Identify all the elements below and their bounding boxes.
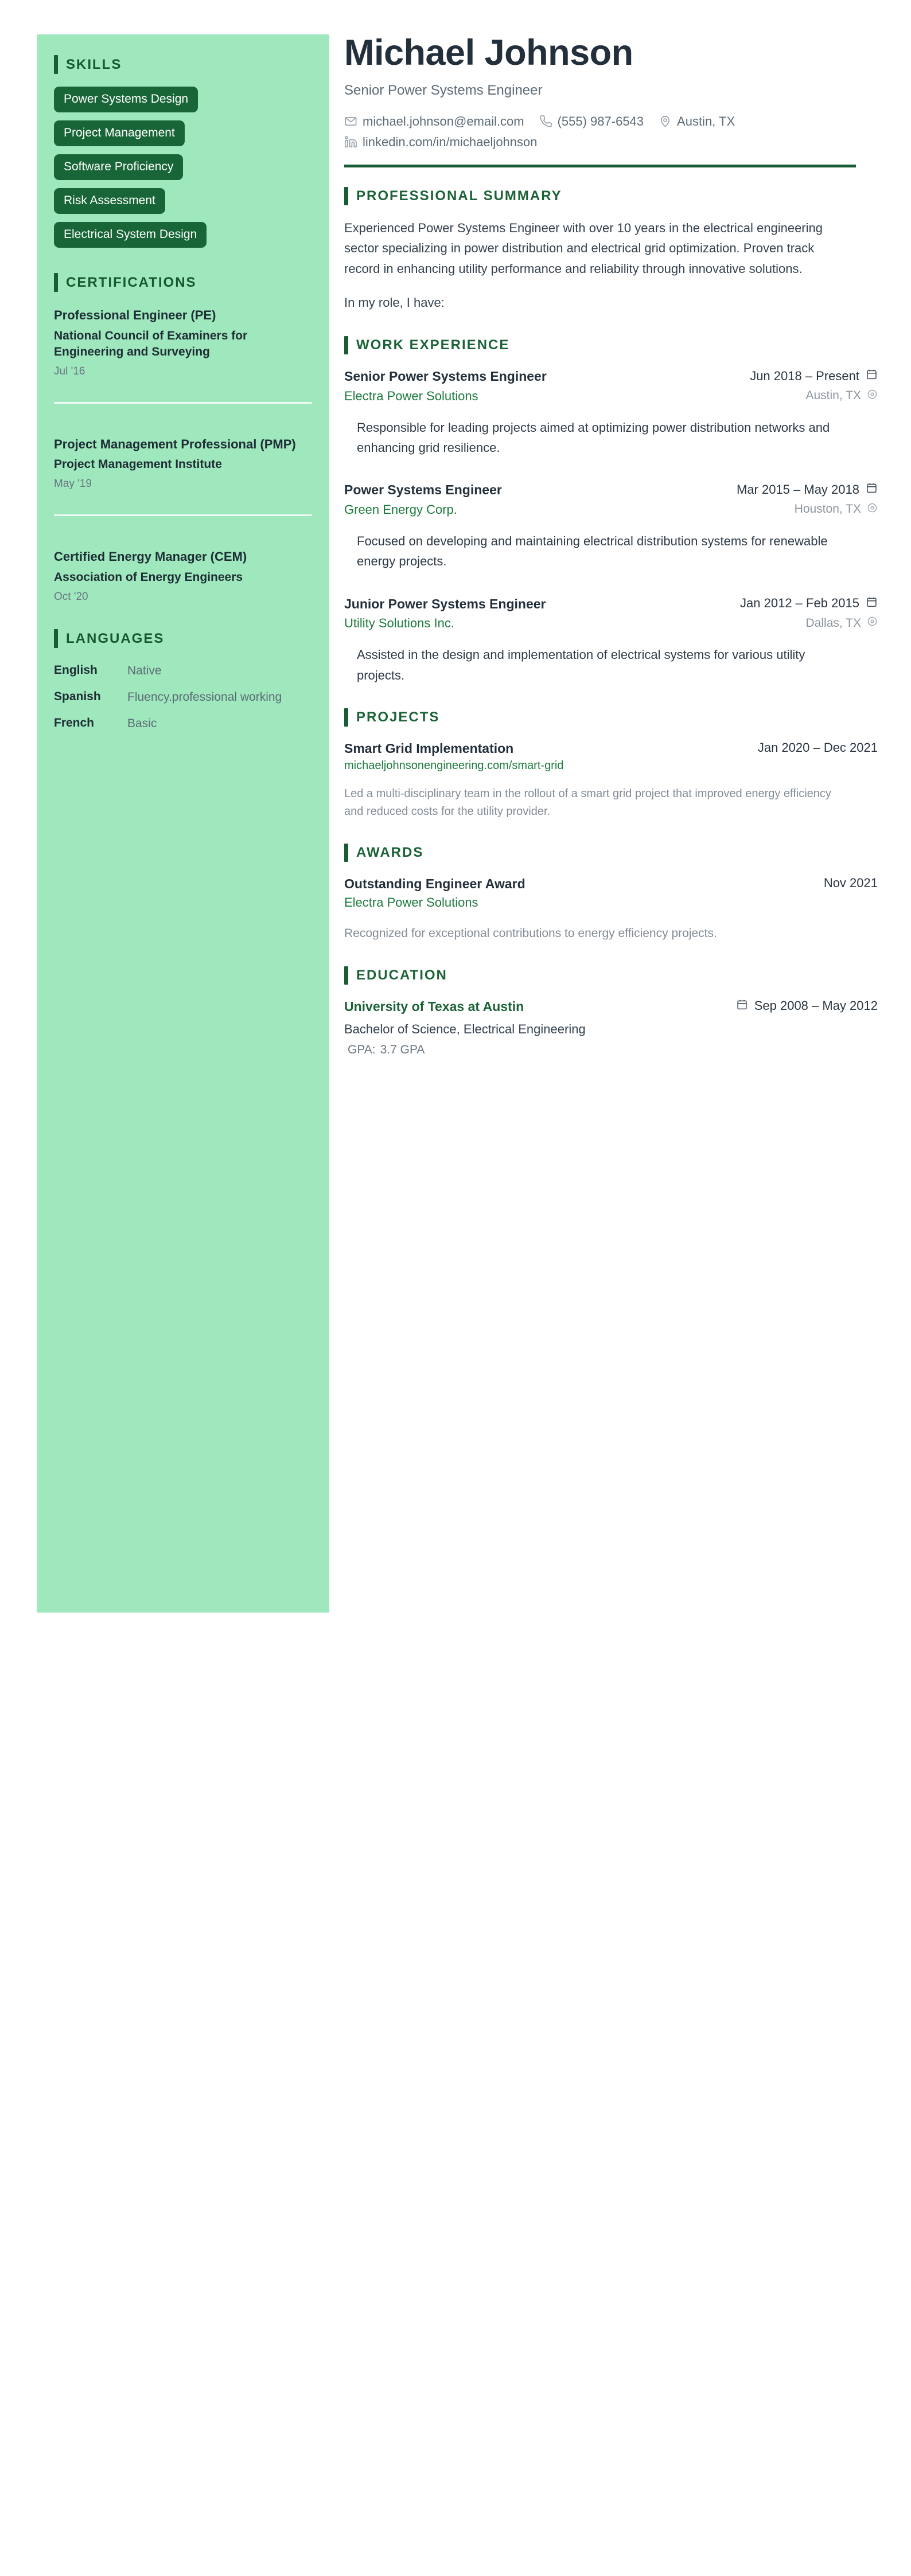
section-heading-education	[344, 966, 878, 985]
project-date-range	[758, 739, 878, 755]
contact-row-primary	[344, 114, 878, 129]
certification-item	[54, 307, 312, 382]
work-entry-sub	[344, 501, 878, 518]
work-job-title: Junior Power Systems Engineer	[344, 596, 546, 611]
section-heading-projects	[344, 708, 878, 727]
skill-tag[interactable]: Risk Assessment	[54, 188, 165, 214]
work-location	[806, 387, 878, 403]
education-gpa-label: GPA:	[348, 1043, 376, 1057]
project-entry	[344, 739, 878, 821]
certifications-heading-label: CERTIFICATIONS	[66, 274, 197, 290]
work-entry-top	[344, 367, 878, 386]
main-content	[344, 34, 878, 1080]
work-company: Electra Power Solutions	[344, 388, 478, 403]
skill-tag[interactable]: Project Management	[54, 120, 185, 146]
language-name: English	[54, 663, 98, 677]
project-entry-top	[344, 739, 878, 758]
section-heading-summary	[344, 187, 878, 205]
sidebar-section-heading-certifications	[54, 273, 312, 292]
heading-accent-bar	[344, 336, 348, 354]
header-divider	[344, 165, 856, 167]
skills-heading-label: SKILLS	[66, 56, 122, 72]
summary-paragraph: Experienced Power Systems Engineer with over 10 years in the electrical engineering sector specializing in power distribution and electrical grid optimization. Proven track record in enhancing utility performance and reliability through innovative solutions.	[344, 220, 823, 276]
language-level: Basic	[127, 716, 157, 730]
skills-list	[54, 87, 312, 248]
education-school: University of Texas at Austin	[344, 998, 524, 1014]
education-degree: Bachelor of Science, Electrical Engineering	[344, 1022, 586, 1037]
work-description: Focused on developing and maintaining electrical distribution systems for renewable energy projects.	[357, 534, 828, 569]
work-date-text: Mar 2015 – May 2018	[736, 482, 859, 497]
certification-issuer: National Council of Examiners for Engineering and Surveying	[54, 329, 248, 359]
work-company: Utility Solutions Inc.	[344, 616, 454, 631]
heading-accent-bar	[344, 966, 348, 985]
projects-heading-label: PROJECTS	[356, 709, 440, 725]
divider	[54, 514, 312, 516]
calendar-icon	[736, 998, 748, 1014]
project-title: Smart Grid Implementation	[344, 740, 514, 756]
section-heading-work	[344, 336, 878, 354]
divider	[54, 402, 312, 404]
summary-paragraph-intro: In my role, I have:	[344, 295, 445, 310]
certification-issuer: Project Management Institute	[54, 458, 222, 471]
certification-item	[54, 548, 312, 607]
work-location-text: Houston, TX	[794, 502, 861, 516]
work-job-title: Power Systems Engineer	[344, 482, 502, 498]
work-date-range	[737, 481, 878, 497]
work-entry-top	[344, 481, 878, 499]
heading-accent-bar	[54, 629, 58, 648]
phone-icon	[539, 115, 552, 128]
language-row	[54, 661, 312, 680]
certification-name: Professional Engineer (PE)	[54, 308, 216, 323]
project-description: Led a multi-disciplinary team in the rollout of a smart grid project that improved energy efficiency and reduced costs for the utility provider.	[344, 787, 831, 818]
language-level: Fluency.professional working	[127, 690, 282, 704]
work-description: Responsible for leading projects aimed at optimizing power distribution networks and enhancing grid resilience.	[357, 420, 830, 455]
map-pin-icon	[867, 389, 878, 403]
work-date-text: Jan 2012 – Feb 2015	[740, 596, 859, 611]
skill-tag[interactable]: Power Systems Design	[54, 87, 198, 112]
education-entry	[344, 997, 878, 1057]
contact-linkedin[interactable]	[344, 135, 538, 150]
certification-date: Oct '20	[54, 590, 88, 603]
work-location-text: Dallas, TX	[805, 616, 861, 630]
contact-phone-text: (555) 987-6543	[557, 114, 644, 128]
contact-location	[659, 114, 735, 129]
work-entry-sub	[344, 614, 878, 632]
work-entry-top	[344, 595, 878, 614]
work-entry	[344, 481, 878, 571]
work-entry-sub	[344, 387, 878, 405]
work-location-text: Austin, TX	[805, 389, 861, 403]
map-pin-icon	[867, 502, 878, 517]
work-heading-label: WORK EXPERIENCE	[356, 337, 510, 353]
project-date-text: Jan 2020 – Dec 2021	[757, 740, 878, 755]
map-pin-icon	[867, 616, 878, 630]
award-entry	[344, 875, 878, 943]
language-name: French	[54, 716, 95, 730]
heading-accent-bar	[344, 708, 348, 727]
calendar-icon	[866, 482, 878, 497]
languages-list	[54, 661, 312, 733]
education-heading-label: EDUCATION	[356, 967, 447, 983]
awards-heading-label: AWARDS	[356, 845, 424, 861]
work-date-range	[750, 367, 878, 384]
calendar-icon	[866, 368, 878, 384]
work-location	[806, 614, 878, 630]
contact-email-text: michael.johnson@email.com	[363, 114, 524, 128]
education-date-range	[736, 997, 878, 1014]
heading-accent-bar	[344, 187, 348, 205]
contact-phone[interactable]	[539, 114, 644, 129]
job-headline: Senior Power Systems Engineer	[344, 82, 543, 98]
summary-heading-label: PROFESSIONAL SUMMARY	[356, 188, 562, 204]
map-pin-icon	[659, 115, 672, 128]
language-level: Native	[127, 663, 162, 677]
contact-email[interactable]	[344, 114, 524, 129]
award-entry-top	[344, 875, 878, 893]
certification-date: May '19	[54, 478, 92, 490]
calendar-icon	[866, 596, 878, 611]
language-name: Spanish	[54, 690, 101, 704]
certification-name: Project Management Professional (PMP)	[54, 436, 296, 451]
languages-heading-label: LANGUAGES	[66, 630, 165, 646]
work-job-title: Senior Power Systems Engineer	[344, 369, 547, 384]
contact-row-secondary	[344, 135, 878, 150]
work-date-range	[740, 595, 878, 611]
work-date-text: Jun 2018 – Present	[750, 368, 859, 383]
education-gpa	[344, 1043, 878, 1057]
education-gpa-value: 3.7 GPA	[380, 1043, 425, 1057]
certification-issuer: Association of Energy Engineers	[54, 570, 243, 584]
section-heading-awards	[344, 844, 878, 862]
heading-accent-bar	[54, 55, 58, 74]
contact-location-text: Austin, TX	[677, 114, 735, 128]
language-row	[54, 713, 312, 733]
sidebar-section-heading-skills	[54, 55, 312, 74]
award-organization: Electra Power Solutions	[344, 895, 478, 910]
award-description: Recognized for exceptional contributions to energy efficiency projects.	[344, 927, 717, 940]
award-date	[824, 875, 878, 891]
language-row	[54, 687, 312, 707]
project-link[interactable]: michaeljohnsonengineering.com/smart-grid	[344, 759, 564, 772]
sidebar	[37, 34, 329, 1613]
skill-tag[interactable]: Electrical System Design	[54, 222, 207, 248]
linkedin-icon	[344, 135, 357, 149]
certification-item	[54, 436, 312, 495]
skill-tag[interactable]: Software Proficiency	[54, 154, 183, 180]
heading-accent-bar	[344, 844, 348, 862]
work-location	[795, 501, 878, 517]
work-entry	[344, 367, 878, 458]
page-title: Michael Johnson	[344, 33, 633, 73]
envelope-icon	[344, 115, 357, 128]
certification-date: Jul '16	[54, 365, 85, 378]
contact-linkedin-text: linkedin.com/in/michaeljohnson	[363, 134, 538, 149]
award-title: Outstanding Engineer Award	[344, 876, 525, 892]
education-date-text: Sep 2008 – May 2012	[754, 998, 878, 1013]
heading-accent-bar	[54, 273, 58, 292]
work-description: Assisted in the design and implementation of electrical systems for various utility projects.	[357, 647, 805, 682]
work-company: Green Energy Corp.	[344, 502, 457, 517]
sidebar-section-heading-languages	[54, 629, 312, 648]
certification-name: Certified Energy Manager (CEM)	[54, 549, 247, 564]
certifications-list	[54, 305, 312, 607]
work-entry	[344, 595, 878, 685]
award-date-text: Nov 2021	[823, 876, 878, 891]
education-entry-top	[344, 997, 878, 1016]
